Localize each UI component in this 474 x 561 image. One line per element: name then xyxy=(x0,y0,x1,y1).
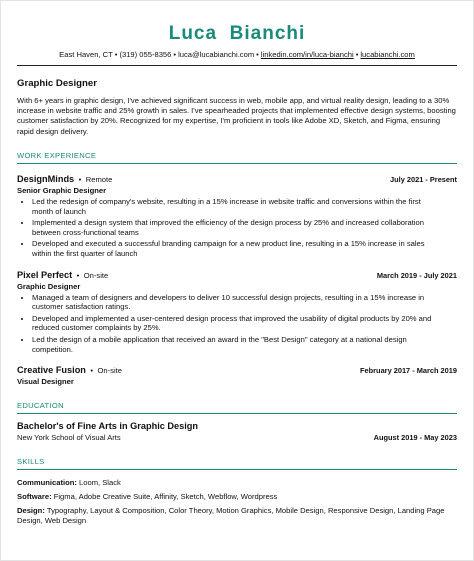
separator: • xyxy=(355,50,359,59)
education-row xyxy=(17,432,457,443)
job-dates: July 2021 - Present xyxy=(390,174,457,184)
job-dates: February 2017 - March 2019 xyxy=(360,366,457,376)
job-bullet: • Implemented a design system that improved the efficiency of the design process by 25% and increased collaboration between cross-functional teams xyxy=(32,218,457,238)
job-bullet: • Managed a team of designers and developers to deliver 10 successful design projects, resulting in a 15% increase in customer satisfaction ratings. xyxy=(32,293,457,313)
job-sep: • xyxy=(76,270,80,280)
website-link[interactable]: lucabianchi.com xyxy=(360,50,415,59)
job-entry xyxy=(17,172,457,259)
skill-value: Loom, Slack xyxy=(79,478,121,488)
section-title-education: EDUCATION xyxy=(17,401,64,411)
separator: • xyxy=(256,50,259,59)
email-link[interactable]: luca@lucabianchi.com xyxy=(178,50,255,59)
work-mode: On-site xyxy=(83,270,109,280)
job-bullet: • Developed and implemented a user-centered design process that improved the usability of digital products by 20% and reduced customer complaints by 25%. xyxy=(32,314,457,334)
job-dates: March 2019 - July 2021 xyxy=(376,270,457,280)
skill-row xyxy=(17,506,457,526)
job-header xyxy=(17,363,457,376)
section-title-skills: SKILLS xyxy=(17,457,45,467)
skills-list xyxy=(17,478,457,526)
job-header xyxy=(17,268,457,281)
job-bullet: • Developed and executed a successful branding campaign for a new product line, resulting in a 15% increase in sales within the first quarter of launch xyxy=(32,239,457,259)
skill-row xyxy=(17,492,457,502)
company-name: Creative Fusion xyxy=(17,365,86,376)
skill-label: Design: xyxy=(17,506,45,516)
section-divider xyxy=(17,413,457,414)
header-divider xyxy=(17,65,457,66)
education-entry xyxy=(17,421,457,443)
skill-value: Figma, Adobe Creative Suite, Affinity, Sketch, Webflow, Wordpress xyxy=(53,492,278,502)
job-bullets xyxy=(17,293,457,355)
degree: Bachelor's of Fine Arts in Graphic Design xyxy=(17,421,199,432)
work-mode: Remote xyxy=(85,174,113,184)
job-header xyxy=(17,172,457,185)
job-role: Senior Graphic Designer xyxy=(17,185,107,195)
last-name: Bianchi xyxy=(229,23,306,44)
skill-row xyxy=(17,478,457,488)
section-divider xyxy=(17,469,457,470)
job-sep: • xyxy=(90,366,94,376)
candidate-name xyxy=(17,23,457,45)
education-dates: August 2019 - May 2023 xyxy=(373,433,457,443)
job-bullets xyxy=(17,197,457,259)
phone: (319) 055-8356 xyxy=(119,50,172,59)
work-mode: On-site xyxy=(97,366,122,376)
company-name: Pixel Perfect xyxy=(17,269,73,280)
summary: With 6+ years in graphic design, I've achieved significant success in web, mobile app, and virtual reality design, leading to a 30% increase in website traffic and 25% growth in sales. I've spearheaded projects that implemented effective design systems, boosting customer satisfaction by 20%. Recognized for my expertise, I'm proficient in tools like Adobe XD, Sketch, and Figma, ensuring rapid design delivery. xyxy=(17,96,456,136)
section-title-experience: WORK EXPERIENCE xyxy=(17,150,97,160)
skill-label: Software: xyxy=(17,492,52,502)
school-name: New York School of Visual Arts xyxy=(17,433,121,443)
job-entry xyxy=(17,268,457,355)
location: East Haven, CT xyxy=(59,50,113,59)
job-bullet: • Led the design of a mobile application that received an award in the "Best Design" category at a national design competition. xyxy=(32,335,457,355)
job-role: Visual Designer xyxy=(17,377,74,387)
job-sep: • xyxy=(78,174,82,184)
contact-line xyxy=(17,50,457,60)
headline: Graphic Designer xyxy=(17,78,97,89)
linkedin-link[interactable]: linkedin.com/in/luca-bianchi xyxy=(260,50,354,59)
section-divider xyxy=(17,163,457,164)
skill-value: Typography, Layout & Composition, Color Theory, Motion Graphics, Mobile Design, Responsive Design, Landing Page Design, Web Design xyxy=(17,506,445,526)
first-name: Luca xyxy=(168,23,218,44)
job-role: Graphic Designer xyxy=(17,281,81,291)
job-bullet: • Led the redesign of company's website, resulting in a 15% increase in website traffic and conversions within the first month of launch xyxy=(32,197,457,217)
separator: • xyxy=(114,50,118,59)
separator: • xyxy=(173,50,177,59)
skill-label: Communication: xyxy=(17,478,77,488)
job-entry xyxy=(17,363,457,387)
company-name: DesignMinds xyxy=(17,173,75,184)
